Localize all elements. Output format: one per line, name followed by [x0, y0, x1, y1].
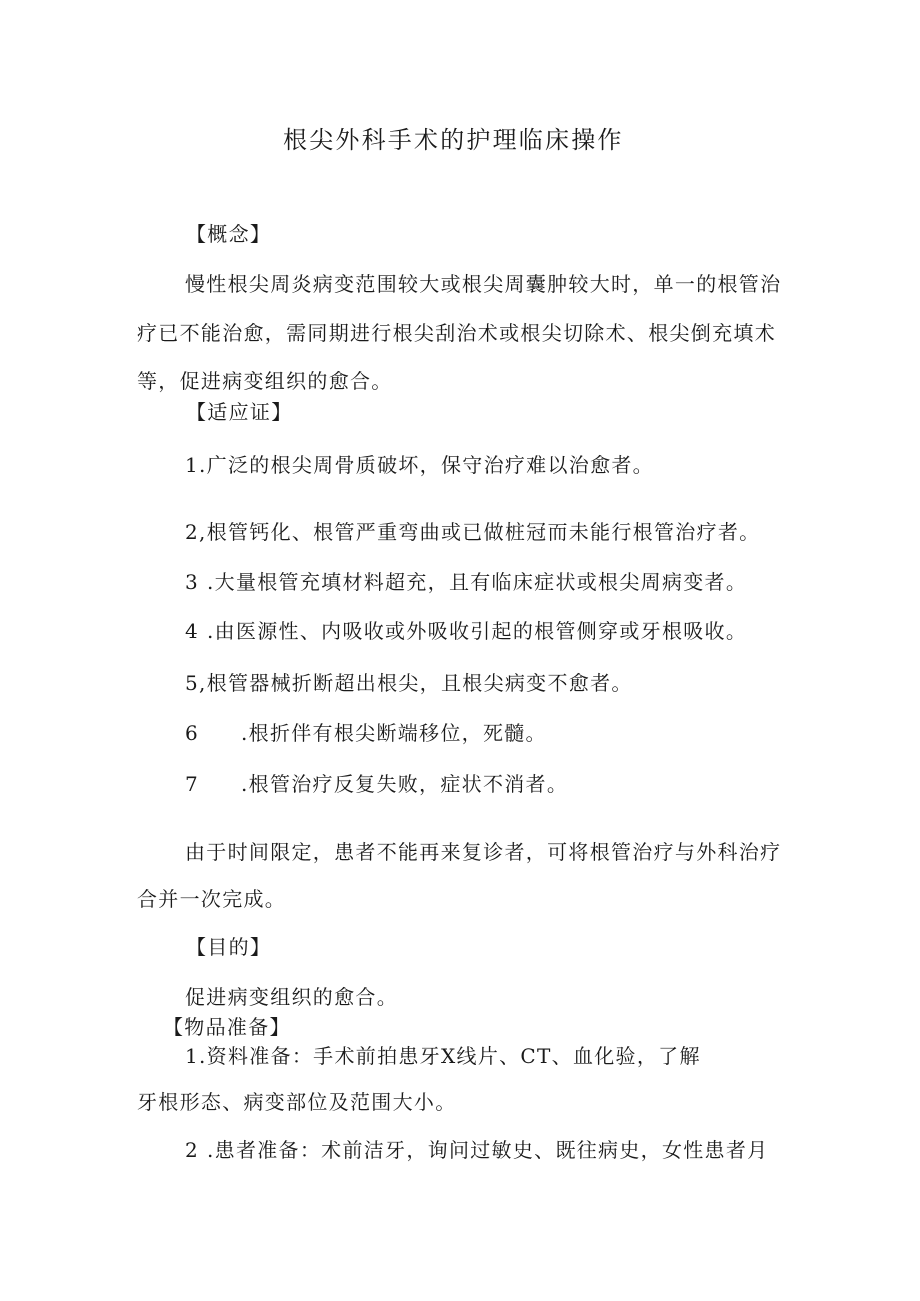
preparation-item-1-line-1: 1.资料准备：手术前拍患牙X线片、CT、血化验，了解: [185, 1044, 701, 1068]
indication-item-4: [185, 619, 747, 643]
concept-line-1: 慢性根尖周炎病变范围较大或根尖周囊肿较大时，单一的根管治: [185, 272, 782, 296]
indication-text: .根管治疗反复失败，症状不消者。: [241, 772, 569, 796]
indication-number: 4: [185, 619, 200, 643]
indication-item-7: [185, 772, 568, 796]
indication-number: 1.: [185, 453, 207, 477]
indication-number: 2,: [185, 520, 207, 544]
indication-item-5: [185, 671, 633, 695]
indication-text: 广泛的根尖周骨质破坏，保守治疗难以治愈者。: [206, 453, 654, 477]
indication-number: 6: [185, 721, 200, 745]
indication-note-line-2: 合并一次完成。: [137, 887, 287, 911]
indication-text: 根管器械折断超出根尖，且根尖病变不愈者。: [206, 671, 633, 695]
indications-heading: 【适应证】: [186, 400, 293, 424]
indication-item-6: [185, 721, 547, 745]
concept-heading: 【概念】: [186, 222, 272, 246]
preparation-item-2: [185, 1138, 768, 1162]
purpose-text: 促进病变组织的愈合。: [185, 985, 398, 1009]
indication-text: .由医源性、内吸收或外吸收引起的根管侧穿或牙根吸收。: [207, 619, 748, 643]
indication-text: 根管钙化、根管严重弯曲或已做桩冠而未能行根管治疗者。: [206, 520, 761, 544]
indication-number: 5,: [185, 671, 207, 695]
indication-number: 7: [185, 772, 200, 796]
concept-line-3: 等，促进病变组织的愈合。: [137, 369, 393, 393]
indication-number: 3: [185, 570, 200, 594]
purpose-heading: 【目的】: [186, 935, 272, 959]
preparation-item-1-line-2: 牙根形态、病变部位及范围大小。: [137, 1090, 457, 1114]
preparation-heading: 【物品准备】: [163, 1015, 291, 1039]
indication-text: .根折伴有根尖断端移位，死髓。: [241, 721, 547, 745]
indication-item-3: [185, 570, 747, 594]
preparation-text: .患者准备：术前洁牙，询问过敏史、既往病史，女性患者月: [207, 1138, 769, 1162]
indication-text: .大量根管充填材料超充，且有临床症状或根尖周病变者。: [207, 570, 748, 594]
preparation-number: 2: [185, 1138, 200, 1162]
indication-item-1: [185, 453, 654, 477]
concept-line-2: 疗已不能治愈，需同期进行根尖刮治术或根尖切除术、根尖倒充填术: [137, 321, 776, 345]
page-title: 根尖外科手术的护理临床操作: [283, 126, 624, 154]
indication-note-line-1: 由于时间限定，患者不能再来复诊者，可将根管治疗与外科治疗: [185, 840, 782, 864]
indication-item-2: [185, 520, 761, 544]
